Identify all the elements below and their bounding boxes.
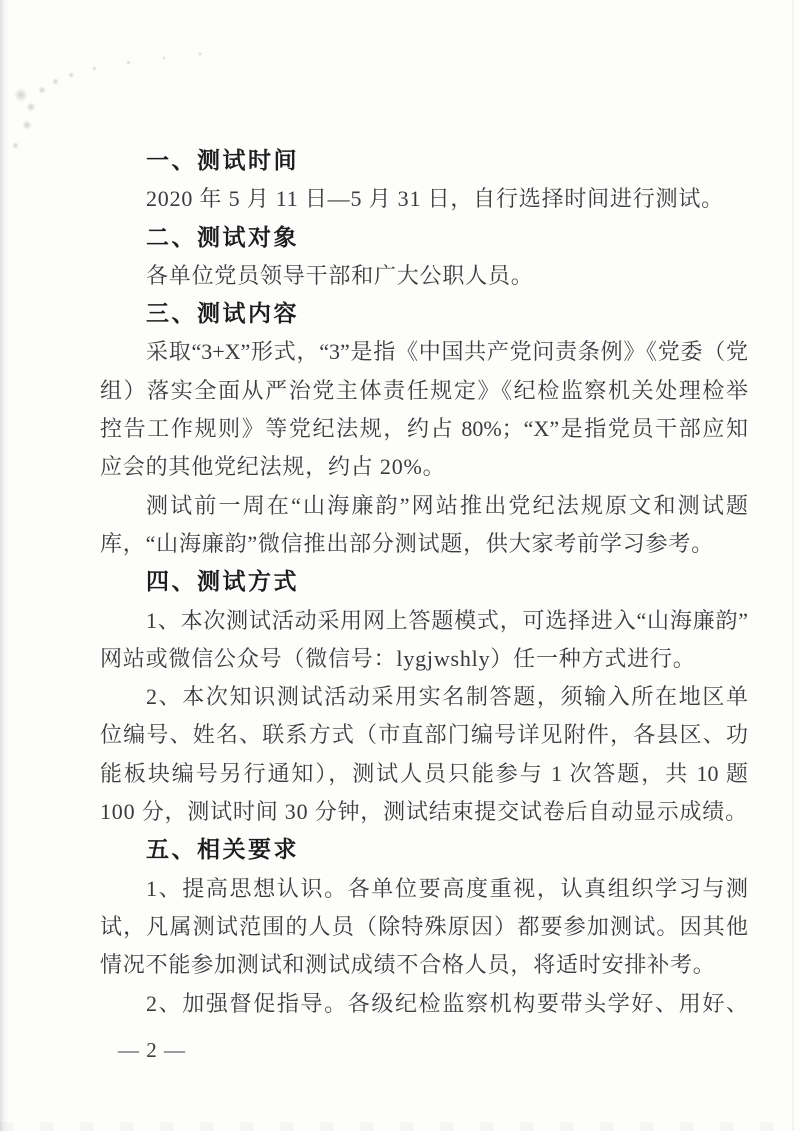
text-line: 位编号、姓名、联系方式（市直部门编号详见附件，各县区、功 [100,722,748,748]
text-line: 情况不能参加测试和测试成绩不合格人员，将适时安排补考。 [100,952,716,978]
text-line: 各单位党员领导干部和广大公职人员。 [146,262,534,288]
text-line: 100 分，测试时间 30 分钟，测试结束提交试卷后自动显示成绩。 [100,799,748,825]
text-line: 1、提高思想认识。各单位要高度重视，认真组织学习与测 [146,875,748,901]
text-line: 控告工作规则》等党纪法规，约占 80%；“X”是指党员干部应知 [100,416,748,442]
scan-speck [22,120,32,130]
text-line: 试，凡属测试范围的人员（除特殊原因）都要参加测试。因其他 [100,913,748,939]
scan-speck [38,86,46,94]
section-heading: 一、测试时间 [146,148,299,174]
scan-speck [14,88,28,102]
text-line: 测试前一周在“山海廉韵”网站推出党纪法规原文和测试题 [146,492,748,518]
text-line: 组）落实全面从严治党主体责任规定》《纪检监察机关处理检举 [100,377,748,403]
text-line: 2、加强督促指导。各级纪检监察机构要带头学好、用好、 [146,990,748,1016]
text-line: 1、本次测试活动采用网上答题模式，可选择进入“山海廉韵” [146,607,748,633]
scan-speck [52,78,59,85]
scan-speck [68,72,74,78]
scan-bottom-edge-noise [0,1122,799,1131]
text-line: 2、本次知识测试活动采用实名制答题，须输入所在地区单 [146,684,748,710]
scan-left-edge-shadow [0,0,9,1131]
text-line: 库，“山海廉韵”微信推出部分测试题，供大家考前学习参考。 [100,530,714,556]
scan-speck [92,66,97,71]
text-line: 能板块编号另行通知），测试人员只能参与 1 次答题，共 10 题 [100,760,748,786]
section-heading: 四、测试方式 [146,569,299,596]
text-line: 应会的其他党纪法规，约占 20%。 [100,454,446,480]
scan-speck [162,56,166,60]
section-heading: 五、相关要求 [146,837,299,864]
scan-speck [198,52,202,56]
text-line: 网站或微信公众号（微信号：lygjwshly）任一种方式进行。 [100,645,696,671]
scan-speck [12,142,19,149]
text-line: 2020 年 5 月 11 日—5 月 31 日，自行选择时间进行测试。 [146,186,724,212]
scan-speck [126,60,131,65]
section-heading: 二、测试对象 [146,224,299,251]
section-heading: 三、测试内容 [146,301,299,328]
document-body-text [100,142,748,1023]
text-line: 采取“3+X”形式，“3”是指《中国共产党问责条例》《党委（党 [146,339,748,365]
scan-speck [26,102,36,112]
page-number: — 2 — [118,1038,186,1062]
scan-right-edge-line [792,0,794,1131]
